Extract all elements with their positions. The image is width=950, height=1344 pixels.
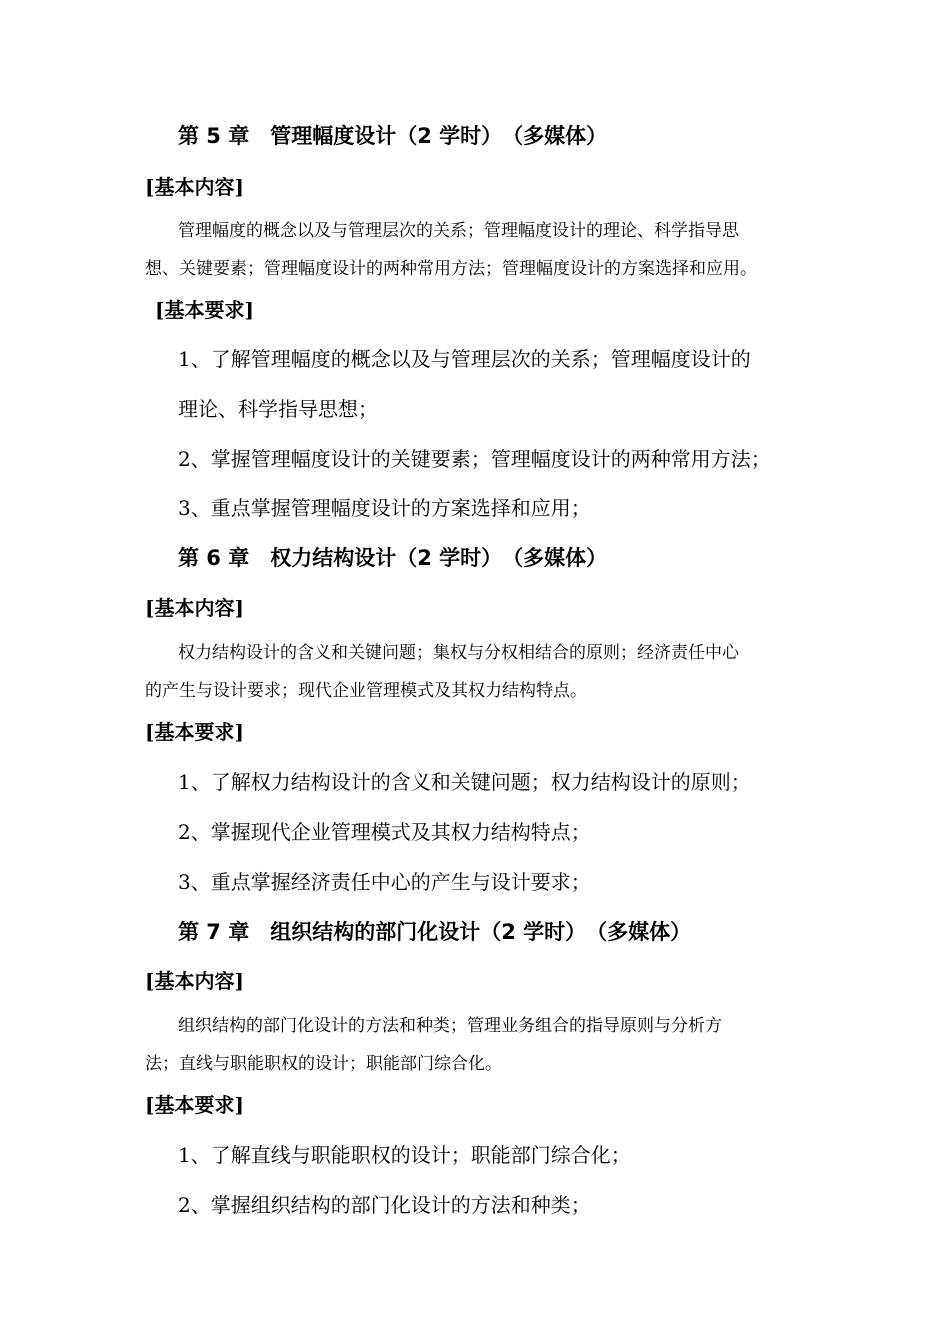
chapter-7-requirements-label: [基本要求] [145, 1093, 244, 1117]
chapter-5-title: 第 5 章 管理幅度设计（2 学时） （多媒体） [178, 124, 608, 148]
chapter-6-content-line: 的产生与设计要求；现代企业管理模式及其权力结构特点。 [145, 681, 587, 701]
chapter-5-requirements-label: [基本要求] [155, 298, 254, 322]
chapter-7-content-label: [基本内容] [145, 969, 244, 993]
chapter-6-content-label: [基本内容] [145, 596, 244, 620]
chapter-5-requirement-item: 3、重点掌握管理幅度设计的方案选择和应用； [178, 496, 591, 520]
chapter-6-requirement-item: 2、掌握现代企业管理模式及其权力结构特点； [178, 820, 591, 844]
chapter-7-requirement-item: 2、掌握组织结构的部门化设计的方法和种类； [178, 1193, 591, 1217]
chapter-7-content-line: 法；直线与职能职权的设计；职能部门综合化。 [145, 1054, 502, 1074]
chapter-5-content-label: [基本内容] [145, 175, 244, 199]
chapter-6-requirement-item: 1、了解权力结构设计的含义和关键问题；权力结构设计的原则； [178, 770, 751, 794]
chapter-5-content-line: 想、关键要素；管理幅度设计的两种常用方法；管理幅度设计的方案选择和应用。 [145, 259, 757, 279]
chapter-6-requirement-item: 3、重点掌握经济责任中心的产生与设计要求； [178, 870, 591, 894]
chapter-6-requirements-label: [基本要求] [145, 720, 244, 744]
chapter-6-title: 第 6 章 权力结构设计（2 学时） （多媒体） [178, 546, 608, 570]
chapter-5-requirement-item: 1、了解管理幅度的概念以及与管理层次的关系；管理幅度设计的 [178, 347, 751, 371]
chapter-7-title: 第 7 章 组织结构的部门化设计（2 学时） （多媒体） [178, 920, 692, 944]
chapter-5-content-line: 管理幅度的概念以及与管理层次的关系；管理幅度设计的理论、科学指导思 [178, 221, 739, 241]
chapter-6-content-line: 权力结构设计的含义和关键问题；集权与分权相结合的原则；经济责任中心 [178, 643, 739, 663]
chapter-5-requirement-item: 2、掌握管理幅度设计的关键要素；管理幅度设计的两种常用方法； [178, 447, 771, 471]
chapter-7-content-line: 组织结构的部门化设计的方法和种类；管理业务组合的指导原则与分析方 [178, 1016, 722, 1036]
chapter-5-requirement-item: 理论、科学指导思想； [178, 397, 378, 421]
chapter-7-requirement-item: 1、了解直线与职能职权的设计；职能部门综合化； [178, 1143, 631, 1167]
